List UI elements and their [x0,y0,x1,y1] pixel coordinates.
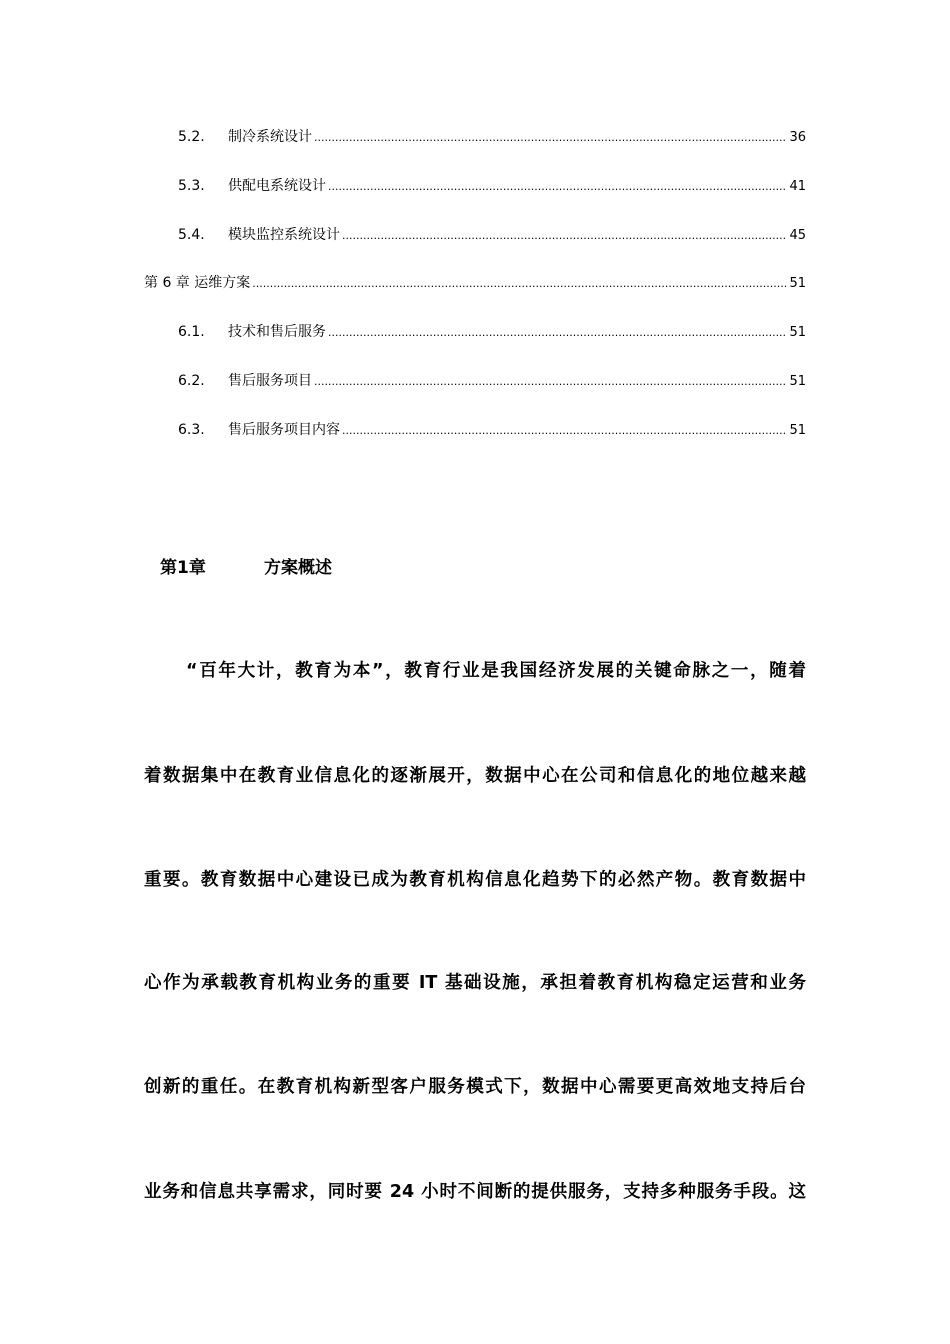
toc-entry-number: 6.1. [178,324,205,340]
toc-entry-title: 制冷系统设计 [228,129,312,145]
toc-entry[interactable] [178,128,806,147]
toc-entry-number: 5.3. [178,178,205,194]
toc-entry-page: 51 [789,325,806,340]
toc-entry[interactable] [178,323,806,342]
toc-entry-page: 51 [789,423,806,438]
toc-entry[interactable] [178,177,806,196]
toc-entry-page: 36 [789,130,806,145]
toc-dot-leader [252,275,787,293]
paragraph-line: 业务和信息共享需求，同时要 24 小时不间断的提供服务，支持多种服务手段。这 [144,1182,806,1202]
toc-entry-number: 5.4. [178,227,205,243]
paragraph-line: “百年大计，教育为本”，教育行业是我国经济发展的关键命脉之一，随着 [186,661,806,681]
toc-entry[interactable] [178,421,806,440]
toc-entry-title: 售后服务项目内容 [228,422,340,438]
toc-entry-page: 51 [789,276,806,291]
toc-entry-title: 模块监控系统设计 [228,227,340,243]
toc-dot-leader [342,227,787,245]
chapter-heading [160,557,332,579]
toc-entry[interactable] [178,226,806,245]
toc-dot-leader [328,178,787,196]
toc-dot-leader [342,422,787,440]
toc-entry-page: 41 [789,179,806,194]
toc-entry-title: 第 6 章 运维方案 [144,275,251,291]
chapter-number: 第1章 [160,558,206,578]
paragraph-line: 心作为承载教育机构业务的重要 IT 基础设施，承担着教育机构稳定运营和业务 [144,973,806,993]
toc-dot-leader [328,324,787,342]
toc-entry-chapter[interactable] [144,274,806,293]
paragraph-line: 创新的重任。在教育机构新型客户服务模式下，数据中心需要更高效地支持后台 [144,1077,806,1097]
paragraph-line: 着数据集中在教育业信息化的逐渐展开，数据中心在公司和信息化的地位越来越 [144,766,806,786]
toc-entry-number: 5.2. [178,129,205,145]
toc-entry-page: 45 [789,228,806,243]
toc-entry-number: 6.2. [178,373,205,389]
paragraph-line: 重要。教育数据中心建设已成为教育机构信息化趋势下的必然产物。教育数据中 [144,870,806,890]
chapter-title: 方案概述 [264,558,332,578]
toc-dot-leader [314,373,787,391]
toc-entry-title: 售后服务项目 [228,373,312,389]
toc-entry-title: 技术和售后服务 [228,324,326,340]
toc-dot-leader [314,129,787,147]
toc-entry-number: 6.3. [178,422,205,438]
toc-entry[interactable] [178,372,806,391]
toc-entry-title: 供配电系统设计 [228,178,326,194]
toc-entry-page: 51 [789,374,806,389]
